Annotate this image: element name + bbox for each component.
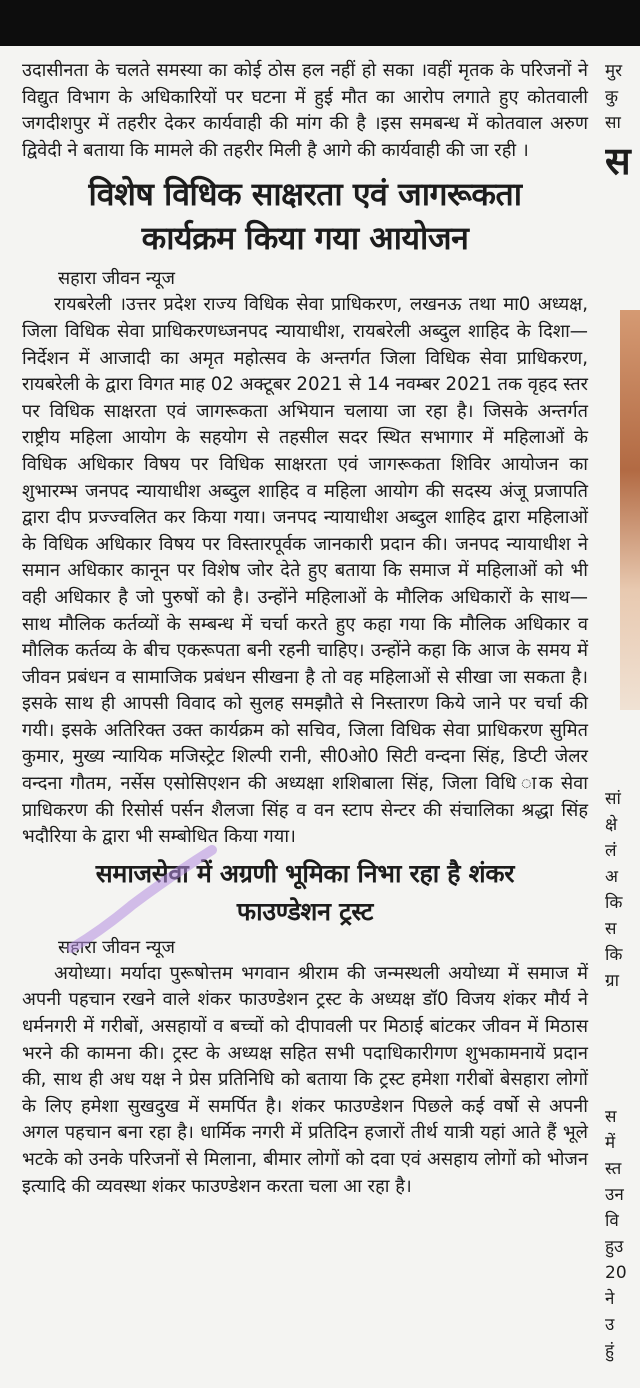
article-1 (22, 172, 588, 850)
main-column (22, 58, 588, 1200)
article-1-headline-line2: कार्यक्रम किया गया आयोजन (141, 219, 469, 258)
side-line: 20 (605, 1263, 627, 1283)
article-2-body: अयोध्या। मर्यादा पुरूषोत्तम भगवान श्रीराम की जन्मस्थली अयोध्या में समाज में अपनी पहचान रखने वाले शंकर फाउण्डेशन ट्रस्ट के अध्यक्ष डॉ0 विजय शंकर मौर्य ने धर्मनगरी में गरीबों, असहायों व बच्चों को दीपावली पर मिठाई बांटकर जीवन में मिठास भरने की कामना की। ट्रस्ट के अध्यक्ष सहित सभी पदाधिकारीगण शुभकामनायें प्रदान की, साथ ही अध यक्ष ने प्रेस प्रतिनिधि को बताया कि ट्रस्ट हमेशा गरीबों बेसहारा लोगों के लिए हमेशा सुखदुख में समर्पित है। शंकर फाउण्डेशन पिछले कई वर्षो से अपनी अगल पहचान बना रहा है। धार्मिक नगरी में प्रतिदिन हजारों तीर्थ यात्री यहां आते हैं भूले भटके को उनके परिजनों से मिलाना, बीमार लोगों को दवा एवं असहाय लोगों को भोजन इत्यादि की व्यवस्था शंकर फाउण्डेशन करता चला आ रहा है। (22, 962, 588, 1197)
side-line: वि (605, 1211, 619, 1231)
side-line: स (605, 1107, 617, 1127)
article-2-headline-line1: समाजसेवा में अग्रणी भूमिका निभा रहा है शंकर (95, 858, 515, 888)
side-line: कि (605, 893, 623, 913)
side-column (605, 58, 640, 1388)
side-line: ने (605, 1289, 615, 1309)
article-1-headline (22, 172, 588, 260)
article-2 (22, 855, 588, 1200)
side-line: अ (605, 867, 618, 887)
side-line: हुं (605, 1341, 615, 1361)
side-line: स्त (605, 1159, 622, 1179)
side-line: कि (605, 945, 623, 965)
article-2-headline-line2: फाउण्डेशन ट्रस्ट (236, 896, 374, 926)
side-line: ग्रा (605, 971, 619, 991)
intro-paragraph: उदासीनता के चलते समस्या का कोई ठोस हल नहीं हो सका ।वहीं मृतक के परिजनों ने विद्युत विभाग के अधिकारियों पर घटना में हुई मौत का आरोप लगाते हुए कोतवाली जगदीशपुर में तहरीर देकर कार्यवाही की मांग की है ।इस समबन्ध में कोतवाल अरुण द्विवेदी ने बताया कि मामले की तहरीर मिली है आगे की कार्यवाही की जा रही । (22, 60, 588, 161)
side-line: लंं (605, 841, 617, 861)
article-1-headline-line1: विशेष विधिक साक्षरता एवं जागरूकता (88, 175, 522, 214)
side-line: सा (605, 113, 621, 133)
side-line: मुर (605, 61, 623, 81)
article-2-headline (22, 855, 588, 931)
side-line: हुउ (605, 1237, 624, 1257)
article-1-byline: सहारा जीवन न्यूज (58, 268, 175, 290)
side-line: कु (605, 87, 619, 107)
side-line: में (605, 1133, 616, 1153)
side-line: स (605, 919, 617, 939)
side-line: सां (605, 789, 621, 809)
top-bar (0, 0, 640, 46)
side-line: उन (605, 1185, 624, 1205)
article-2-byline: सहारा जीवन न्यूज (58, 936, 175, 958)
side-line: क्षे (605, 815, 618, 835)
side-line: उ (605, 1315, 615, 1335)
side-big-char: स (605, 139, 631, 183)
article-1-body: रायबरेली ।उत्तर प्रदेश राज्य विधिक सेवा प्राधिकरण, लखनऊ तथा मा0 अध्यक्ष, जिला विधिक सेवा प्राधिकरणध्जनपद न्यायाधीश, रायबरेली अब्दुल शाहिद के दिशा—निर्देशन में आजादी का अमृत महोत्सव के अन्तर्गत जिला विधिक सेवा प्राधिकरण, रायबरेली के द्वारा विगत माह 02 अक्टूबर 2021 से 14 नवम्बर 2021 तक वृहद स्तर पर विधिक साक्षरता एवं जागरूकता अभियान चलाया जा रहा है। जिसके अन्तर्गत राष्ट्रीय महिला आयोग के सहयोग से तहसील सदर स्थित सभागार में महिलाओं के विधिक अधिकार विषय पर विधिक साक्षरता एवं जागरूकता शिविर आयोजन का शुभारम्भ जनपद न्यायाधीश अब्दुल शाहिद व महिला आयोग की सदस्य अंजू प्रजापति द्वारा दीप प्रज्ज्वलित कर किया गया। जनपद न्यायाधीश अब्दुल शाहिद द्वारा महिलाओं के विधिक अधिकार विषय पर विस्तारपूर्वक जानकारी प्रदान की। जनपद न्यायाधीश ने समान अधिकार कानून पर विशेष जोर देते हुए बताया कि समाज में महिलाओं को भी वही अधिकार है जो पुरुषों को है। उन्होंने महिलाओं के मौलिक अधिकारों के साथ—साथ मौलिक कर्तव्यों के सम्बन्ध में चर्चा करते हुए कहा गया कि मौलिक अधिकार व मौलिक कर्तव्य के बीच एकरूपता बनी रहनी चाहिए। उन्होंने कहा कि आज के समय में जीवन प्रबंधन व सामाजिक प्रबंधन सीखना है तो वह महिलाओं से सीखा जा सकता है। इसके साथ ही आपसी विवाद को सुलह समझौते से निस्तारण किये जाने पर चर्चा की गयी। इसके अतिरिक्त उक्त कार्यक्रम को सचिव, जिला विधिक सेवा प्राधिकरण सुमित कुमार, मुख्य न्यायिक मजिस्ट्रेट शिल्पी रानी, सी0ओ0 सिटी वन्दना सिंह, डिप्टी जेलर वन्दना गौतम, नर्सेस एसोसिएशन की अध्यक्षा शशिबाला सिंह, जिला विधि ाक सेवा प्राधिकरण की रिसोर्स पर्सन शैलजा सिंह व वन स्टाप सेन्टर की संचालिका श्रद्धा सिंह भदौरिया के द्वारा भी सम्बोधित किया गया। (22, 294, 588, 848)
